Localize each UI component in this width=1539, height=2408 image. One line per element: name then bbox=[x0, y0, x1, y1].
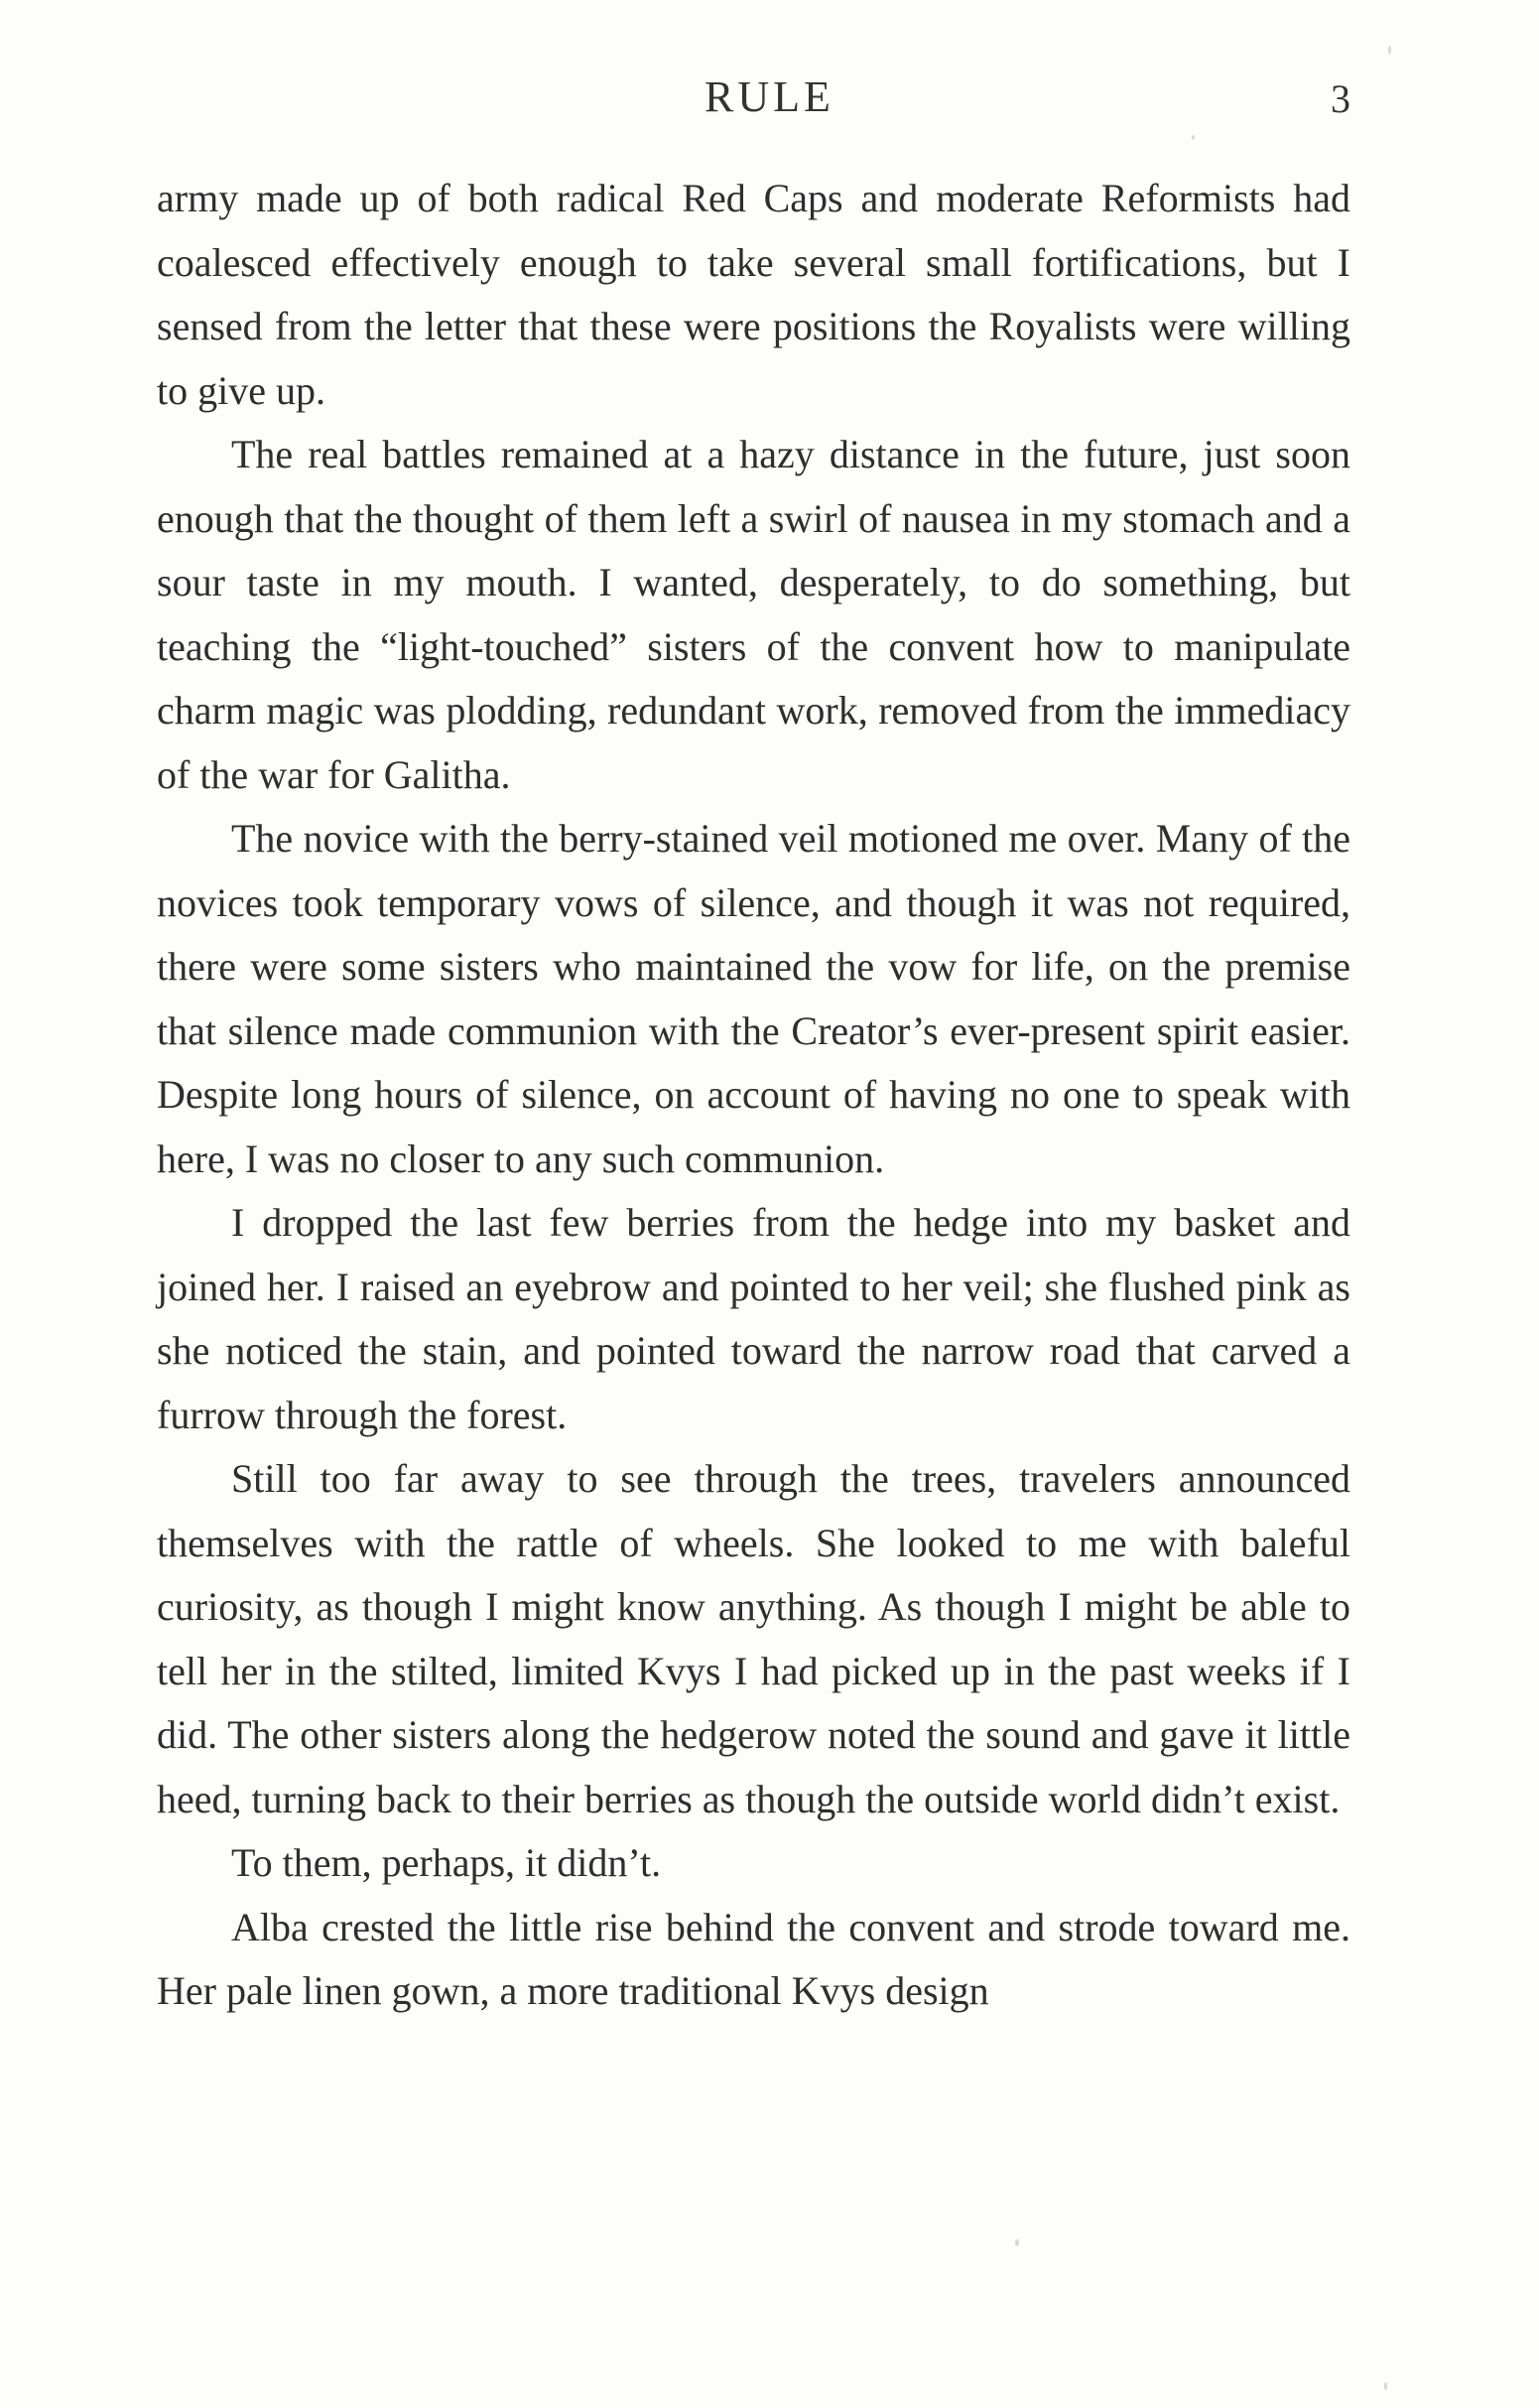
paragraph-3: The novice with the berry-stained veil motioned me over. Many of the novices took temporary vows of silence, and though it was not required, there were some sisters who maintained the vow for life, on the premise that silence made communion with the Creator’s ever-present spirit easier. Despite long hours of silence, on account of having no one to speak with here, I was no closer to any such communion. bbox=[157, 816, 1350, 1181]
running-head bbox=[0, 71, 1539, 131]
page-number: 3 bbox=[1331, 76, 1350, 121]
paragraph-2: The real battles remained at a hazy distance in the future, just soon enough that the thought of them left a swirl of nausea in my stomach and a sour taste in my mouth. I wanted, desperately, to do something, but teaching the “light-touched” sisters of the convent how to manipulate charm magic was plodding, redundant work, removed from the immediacy of the war for Galitha. bbox=[157, 432, 1350, 797]
scan-speck bbox=[1384, 2382, 1387, 2390]
paragraph-4: I dropped the last few berries from the hedge into my basket and joined her. I raised an eyebrow and pointed to her veil; she flushed pink as she noticed the stain, and pointed toward the narrow road that carved a furrow through the forest. bbox=[157, 1200, 1350, 1437]
paragraph-5: Still too far away to see through the trees, travelers announced themselves with the rattle of wheels. She looked to me with baleful curiosity, as though I might know anything. As though I might be able to tell her in the stilted, limited Kvys I had picked up in the past weeks if I did. The other sisters along the hedgerow noted the sound and gave it little heed, turning back to their berries as though the outside world didn’t exist. bbox=[157, 1456, 1350, 1821]
paragraph-6: To them, perhaps, it didn’t. bbox=[231, 1840, 662, 1885]
paragraph-7: Alba crested the little rise behind the convent and strode toward me. Her pale linen gown, a more traditional Kvys design bbox=[157, 1904, 1350, 2013]
running-title: RULE bbox=[705, 72, 834, 121]
scan-speck bbox=[1388, 46, 1391, 55]
scan-speck bbox=[1015, 2239, 1019, 2246]
paragraph-1: army made up of both radical Red Caps and moderate Reformists had coalesced effectively enough to take several small fortifications, but I sensed from the letter that these were positions the Royalists were willing to give up. bbox=[157, 176, 1350, 413]
scan-speck bbox=[1192, 135, 1195, 140]
body-text bbox=[157, 167, 1350, 2024]
